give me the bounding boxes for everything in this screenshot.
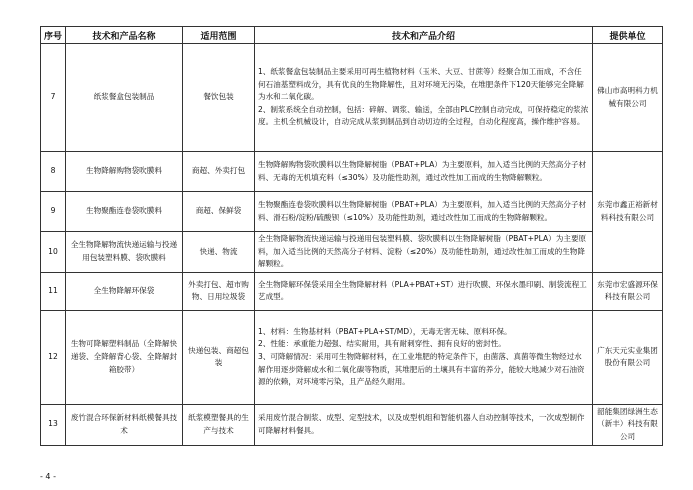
scope-cell: 商超、外卖打包 <box>183 152 255 192</box>
table-row <box>41 232 663 273</box>
intro-cell: 1、纸浆餐盒包装制品主要采用可再生植物材料（玉米、大豆、甘蔗等）经聚合加工而成，不含任何石油基塑料成分，具有优良的生物降解性，且对环境无污染，在堆肥条件下120天能够完全降解为水和二氧化碳。 2、制浆系统全自动控制，包括：碎解、调浆、输送，全部由PLC控制自动完成，可保持稳定的浆浓度。主机全机械设计，自动完成从浆到制品到自动切边的全过程，自动化程度高，操作维护容易。 <box>255 44 593 152</box>
table-row <box>41 192 663 232</box>
scope-cell: 纸浆模塑餐具的生产与技术 <box>183 404 255 445</box>
unit-cell: 佛山市高明科力机械有限公司 <box>593 44 663 152</box>
table-row <box>41 272 663 310</box>
seq-cell: 8 <box>41 152 66 192</box>
name-cell: 废竹混合环保新材料纸模餐具技术 <box>66 404 183 445</box>
intro-cell: 采用废竹混合制浆、成型、定型技术，以及成型机组和智能机器人自动控制等技术，一次成型制作可降解材料餐具。 <box>255 404 593 445</box>
intro-cell: 全生物降解环保袋采用全生物降解材料（PLA+PBAT+ST）进行吹膜、环保水墨印刷、制袋流程工艺成型。 <box>255 272 593 310</box>
header-name: 技术和产品名称 <box>66 27 183 44</box>
name-cell: 纸浆餐盒包装制品 <box>66 44 183 152</box>
intro-cell: 生物聚酯连卷袋吹膜料以生物降解树脂（PBAT+PLA）为主要原料，加入适当比例的天然高分子材料、滑石粉/淀粉/硫酸钡（≤10%）及功能性助剂，通过改性加工而成的生物降解颗粒。 <box>255 192 593 232</box>
name-cell: 全生物降解环保袋 <box>66 272 183 310</box>
table-row <box>41 404 663 445</box>
name-cell: 全生物降解物流快递运输与投递用包装塑料膜、袋吹膜料 <box>66 232 183 273</box>
table-row <box>41 44 663 152</box>
table-header-row <box>41 27 663 44</box>
table-row <box>41 310 663 404</box>
intro-cell: 1、材料：生物基材料（PBAT+PLA+ST/MD），无毒无害无味、原料环保。 2、性能：承重能力超强、结实耐用，具有耐刺穿性、拥有良好的密封性。 3、可降解情况：采用可生物降解材料，在工业堆肥的特定条件下，由菌落、真菌等微生物经过水解作用逐步降解成水和二氧化碳等物质，其堆肥后的土壤具有丰富的养分，能较大地减少对石油资源的依赖，对环境零污染，且产品经久耐用。 <box>255 310 593 404</box>
name-cell: 生物降解购物袋吹膜料 <box>66 152 183 192</box>
header-unit: 提供单位 <box>593 27 663 44</box>
seq-cell: 13 <box>41 404 66 445</box>
seq-cell: 7 <box>41 44 66 152</box>
seq-cell: 9 <box>41 192 66 232</box>
scope-cell: 快递、物流 <box>183 232 255 273</box>
unit-cell: 广东天元实业集团股份有限公司 <box>593 310 663 404</box>
scope-cell: 商超、保鲜袋 <box>183 192 255 232</box>
unit-cell: 东莞市宏盛源环保科技有限公司 <box>593 272 663 310</box>
header-intro: 技术和产品介绍 <box>255 27 593 44</box>
name-cell: 生物聚酯连卷袋吹膜料 <box>66 192 183 232</box>
seq-cell: 11 <box>41 272 66 310</box>
seq-cell: 10 <box>41 232 66 273</box>
scope-cell: 外卖打包、超市购物、日用垃圾袋 <box>183 272 255 310</box>
table-row <box>41 152 663 192</box>
page-number: - 4 - <box>40 472 56 481</box>
header-scope: 适用范围 <box>183 27 255 44</box>
scope-cell: 餐饮包装 <box>183 44 255 152</box>
name-cell: 生物可降解塑料制品（全降解快递袋、全降解背心袋、全降解封箱胶带） <box>66 310 183 404</box>
unit-cell: 韶能集团绿洲生态（新丰）科技有限公司 <box>593 404 663 445</box>
scope-cell: 快递包装、商超包装 <box>183 310 255 404</box>
unit-cell-merged: 东莞市鑫正裕新材料科技有限公司 <box>593 152 663 273</box>
technology-product-table <box>40 26 663 446</box>
header-seq: 序号 <box>41 27 66 44</box>
intro-cell: 全生物降解物流快递运输与投递用包装塑料膜、袋吹膜料以生物降解树脂（PBAT+PLA）为主要原料，加入适当比例的天然高分子材料、淀粉（≤20%）及功能性助剂，通过改性加工而成的生物降解颗粒。 <box>255 232 593 273</box>
seq-cell: 12 <box>41 310 66 404</box>
intro-cell: 生物降解购物袋吹膜料以生物降解树脂（PBAT+PLA）为主要原料，加入适当比例的天然高分子材料、无毒的无机填充料（≤30%）及功能性助剂，通过改性加工而成的生物降解颗粒。 <box>255 152 593 192</box>
